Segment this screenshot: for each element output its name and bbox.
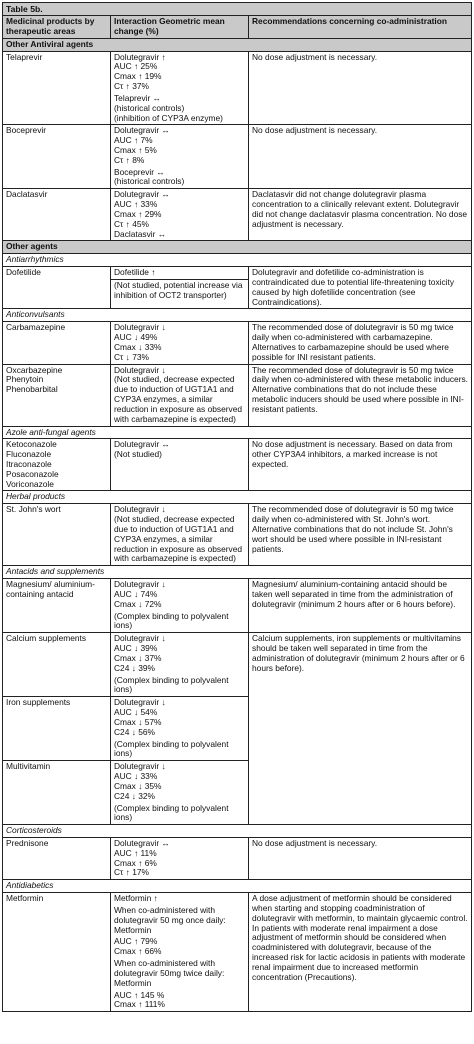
- interaction-cell: [111, 893, 249, 1011]
- interaction-line: Metformin: [114, 924, 152, 935]
- interaction-block: [111, 322, 248, 363]
- interaction-line: (Complex binding to polyvalent ions): [114, 802, 231, 823]
- interaction-block: [111, 761, 248, 824]
- interaction-line: Cmax ↑ 5%: [114, 144, 157, 155]
- interaction-block: [111, 189, 248, 240]
- interaction-cell: [111, 838, 249, 879]
- subsection-heading: Corticosteroids: [3, 825, 471, 838]
- drug-name: Multivitamin: [3, 761, 111, 824]
- interaction-line: Cmax ↑ 66%: [114, 946, 162, 957]
- recommendation-cell: No dose adjustment is necessary.: [252, 125, 378, 136]
- interaction-line: AUC ↑ 79%: [114, 936, 158, 947]
- interaction-line: (Not studied, decrease expected due to induction of UGT1A1 and CYP3A enzymes, a similar reduction in exposure as observed with carbamazepine is expected): [114, 514, 245, 564]
- drug-name: Calcium supplements: [3, 633, 111, 696]
- recommendation-cell: No dose adjustment is necessary.: [252, 837, 378, 848]
- table-row: [3, 633, 471, 825]
- interaction-line: Dolutegravir ↓: [114, 697, 166, 708]
- drug-name: Daclatasvir: [3, 189, 111, 240]
- table-row: [3, 838, 471, 880]
- interaction-line: Cmax ↓ 37%: [114, 652, 162, 663]
- drug-name: Carbamazepine: [3, 322, 111, 363]
- interaction-block: [111, 439, 248, 461]
- interaction-line: AUC ↓ 74%: [114, 588, 158, 599]
- interaction-cell: [111, 52, 249, 125]
- interaction-line: Dolutegravir ↔: [114, 439, 170, 450]
- drug-name: St. John's wort: [3, 504, 111, 565]
- recommendation-cell: The recommended dose of dolutegravir is 50 mg twice daily when co-administered with these metabolic inducers. Alternative combinations that do not include these metabolic inducers should be used where possible in INI-resistant patients.: [252, 364, 468, 414]
- interaction-line: Cmax ↑ 19%: [114, 71, 162, 82]
- interaction-line: (historical controls): [114, 102, 185, 113]
- sub-row: [3, 439, 249, 490]
- subsection-heading: Antidiabetics: [3, 880, 471, 893]
- row-left: [3, 322, 249, 363]
- interaction-line: (Complex binding to polyvalent ions): [114, 610, 231, 631]
- drug-name: Dofetilide: [3, 267, 111, 308]
- interaction-line: AUC ↑ 7%: [114, 135, 153, 146]
- table-row: [3, 52, 471, 126]
- table-row: [3, 579, 471, 633]
- recommendation-cell: A dose adjustment of metformin should be considered when starting and stopping coadministration of dolutegravir with metformin, to maintain glycaemic control. In patients with moderate renal impairment a dose adjustment of metformin should be considered when coadministered with dolutegravir, because of the increased risk for lactic acidosis in patients with moderate renal impairment due to increased metformin concentration (Precautions).: [252, 893, 468, 982]
- interaction-line: (Not studied, potential increase via inhibition of OCT2 transporter): [114, 279, 245, 300]
- table-row: [3, 439, 471, 491]
- interaction-block: [111, 697, 248, 760]
- interaction-line: AUC ↓ 54%: [114, 707, 158, 718]
- drug-name: Oxcarbazepine Phenytoin Phenobarbital: [3, 365, 111, 426]
- interaction-cell: [111, 267, 249, 308]
- interaction-line: Cmax ↓ 72%: [114, 598, 162, 609]
- row-left: [3, 504, 249, 565]
- row-left: [3, 439, 249, 490]
- interaction-line: Dolutegravir ↓: [114, 504, 166, 515]
- sub-row: [3, 579, 249, 632]
- table-title: Table 5b.: [3, 3, 471, 16]
- recommendation-cell: Calcium supplements, iron supplements or multivitamins should be taken well separated in time from the administration of dolutegravir (minimum 2 hours after or 6 hours before).: [252, 633, 465, 673]
- drug-name: Metformin: [3, 893, 111, 1011]
- interaction-line: AUC ↓ 39%: [114, 643, 158, 654]
- interaction-block: [111, 52, 248, 125]
- interaction-line: Dolutegravir ↑: [114, 51, 166, 62]
- interaction-block: [111, 279, 248, 302]
- interaction-line: (historical controls): [114, 176, 185, 187]
- section-heading: Other agents: [3, 241, 471, 254]
- drug-name: Iron supplements: [3, 697, 111, 760]
- recommendation-cell: Magnesium/ aluminium-containing antacid should be taken well separated in time from the administration of dolutegravir (minimum 2 hours after or 6 hours before).: [252, 579, 456, 609]
- interaction-line: Dolutegravir ↓: [114, 761, 166, 772]
- row-left: [3, 125, 249, 188]
- interaction-line: C24 ↓ 39%: [114, 662, 155, 673]
- interaction-line: Cτ ↑ 45%: [114, 218, 149, 229]
- sub-row: [3, 760, 249, 824]
- interaction-line: Dolutegravir ↔: [114, 189, 170, 200]
- interaction-line: C24 ↓ 32%: [114, 790, 155, 801]
- interaction-line: (Not studied, decrease expected due to induction of UGT1A1 and CYP3A enzymes, a similar reduction in exposure as observed with carbamazepine is expected): [114, 374, 245, 424]
- row-left: [3, 189, 249, 240]
- recommendation-cell: Dolutegravir and dofetilide co-administration is contraindicated due to potential life-threatening toxicity caused by high dofetilide concentration (see Contraindications).: [252, 267, 455, 307]
- interaction-cell: [111, 439, 249, 490]
- interaction-line: Dolutegravir ↓: [114, 322, 166, 333]
- interaction-line: (Complex binding to polyvalent ions): [114, 738, 231, 759]
- interaction-line: AUC ↓ 33%: [114, 771, 158, 782]
- sub-row: [3, 52, 249, 125]
- subsection-heading: Anticonvulsants: [3, 309, 471, 322]
- row-left: [3, 365, 249, 426]
- interaction-cell: [111, 761, 249, 824]
- interaction-line: Dofetilide ↑: [114, 267, 156, 278]
- drug-name: Telaprevir: [3, 52, 111, 125]
- interaction-line: Telaprevir ↔: [114, 92, 162, 103]
- sub-row: [3, 322, 249, 363]
- drug-name: Boceprevir: [3, 125, 111, 188]
- drug-name: Ketoconazole Fluconazole Itraconazole Posaconazole Voriconazole: [3, 439, 111, 490]
- interaction-line: AUC ↑ 25%: [114, 61, 158, 72]
- sub-row: [3, 267, 249, 308]
- table-row: [3, 365, 471, 427]
- interaction-block: [111, 893, 248, 1011]
- sub-row: [3, 125, 249, 188]
- interaction-line: Cmax ↓ 57%: [114, 716, 162, 727]
- recommendation-cell: The recommended dose of dolutegravir is 50 mg twice daily when co-administered with St. John's wort. Alternative combinations that do not include St. John's wort should be used where possible in INI-resistant patients.: [252, 504, 454, 554]
- interaction-line: Dolutegravir ↔: [114, 837, 170, 848]
- table-header-row: [3, 16, 471, 39]
- table-row: [3, 189, 471, 241]
- row-left: [3, 267, 249, 308]
- interaction-block: [111, 633, 248, 696]
- interaction-line: Cmax ↓ 35%: [114, 780, 162, 791]
- row-left: [3, 838, 249, 879]
- interaction-line: Dolutegravir ↓: [114, 633, 166, 644]
- recommendation-cell: Daclatasvir did not change dolutegravir plasma concentration to a clinically relevant extent. Dolutegravir did not change daclatasvir plasma concentration. No dose adjustment is necessary.: [252, 189, 468, 229]
- interaction-line: Metformin: [114, 977, 152, 988]
- interaction-cell: [111, 365, 249, 426]
- interaction-line: (Complex binding to polyvalent ions): [114, 674, 231, 695]
- sub-row: [3, 893, 249, 1011]
- interaction-block: [111, 838, 248, 879]
- header-recommendations: Recommendations concerning co-administration: [249, 16, 471, 38]
- interaction-line: Metformin ↑: [114, 893, 158, 904]
- interaction-cell: [111, 322, 249, 363]
- section-heading: Other Antiviral agents: [3, 39, 471, 52]
- interaction-line: Cmax ↑ 111%: [114, 999, 165, 1010]
- interaction-line: AUC ↑ 11%: [114, 847, 157, 858]
- row-left: [3, 893, 249, 1011]
- interaction-line: AUC ↓ 49%: [114, 332, 158, 343]
- interaction-line: Cτ ↑ 8%: [114, 154, 145, 165]
- table-row: [3, 125, 471, 189]
- table-row: [3, 322, 471, 364]
- interaction-cell: [111, 189, 249, 240]
- interaction-line: Boceprevir ↔: [114, 166, 165, 177]
- table-body: [3, 39, 471, 1012]
- interaction-cell: [111, 633, 249, 696]
- interaction-line: AUC ↑ 33%: [114, 199, 158, 210]
- table-row: [3, 267, 471, 309]
- subsection-heading: Herbal products: [3, 491, 471, 504]
- sub-row: [3, 838, 249, 879]
- subsection-heading: Azole anti-fungal agents: [3, 427, 471, 440]
- interaction-line: Daclatasvir ↔: [114, 228, 167, 239]
- interaction-line: (Not studied): [114, 449, 162, 460]
- interaction-line: Cτ ↑ 17%: [114, 867, 149, 878]
- recommendation-cell: No dose adjustment is necessary.: [252, 51, 378, 62]
- interaction-line: C24 ↓ 56%: [114, 726, 155, 737]
- interaction-cell: [111, 697, 249, 760]
- drug-interaction-table: [2, 2, 472, 1012]
- interaction-line: (inhibition of CYP3A enzyme): [114, 112, 223, 123]
- interaction-block: [111, 579, 248, 632]
- interaction-line: Dolutegravir ↔: [114, 125, 170, 136]
- interaction-line: Dolutegravir ↓: [114, 579, 166, 590]
- recommendation-cell: No dose adjustment is necessary. Based on data from other CYP3A4 inhibitors, a marked increase is not expected.: [252, 439, 453, 469]
- interaction-line: Cmax ↓ 33%: [114, 341, 162, 352]
- sub-row: [3, 696, 249, 760]
- row-left: [3, 52, 249, 125]
- interaction-line: AUC ↑ 145 %: [114, 989, 165, 1000]
- interaction-line: Dolutegravir ↓: [114, 364, 166, 375]
- interaction-cell: [111, 504, 249, 565]
- interaction-cell: [111, 579, 249, 632]
- header-products: Medicinal products by therapeutic areas: [3, 16, 111, 38]
- interaction-line: When co-administered with dolutegravir 50mg twice daily:: [114, 958, 225, 978]
- sub-row: [3, 633, 249, 696]
- table-row: [3, 504, 471, 566]
- drug-name: Prednisone: [3, 838, 111, 879]
- sub-row: [3, 504, 249, 565]
- interaction-block: [111, 125, 248, 188]
- row-left: [3, 579, 249, 632]
- subsection-heading: Antacids and supplements: [3, 566, 471, 579]
- subsection-heading: Antiarrhythmics: [3, 254, 471, 267]
- interaction-line: Cmax ↑ 29%: [114, 208, 162, 219]
- row-left: [3, 633, 249, 824]
- interaction-cell: [111, 125, 249, 188]
- interaction-line: Cτ ↑ 37%: [114, 81, 149, 92]
- interaction-line: Cτ ↓ 73%: [114, 351, 149, 362]
- interaction-line: Cmax ↑ 6%: [114, 857, 157, 868]
- recommendation-cell: The recommended dose of dolutegravir is 50 mg twice daily when co-administered with carbamazepine. Alternatives to carbamazepine should be used where possible for INI resistant patients.: [252, 322, 454, 362]
- interaction-line: When co-administered with dolutegravir 50 mg once daily:: [114, 904, 226, 925]
- sub-row: [3, 189, 249, 240]
- table-row: [3, 893, 471, 1011]
- header-interaction: Interaction Geometric mean change (%): [111, 16, 249, 38]
- interaction-block: [111, 504, 248, 565]
- interaction-block: [111, 267, 248, 279]
- sub-row: [3, 365, 249, 426]
- interaction-block: [111, 365, 248, 426]
- drug-name: Magnesium/ aluminium-containing antacid: [3, 579, 111, 632]
